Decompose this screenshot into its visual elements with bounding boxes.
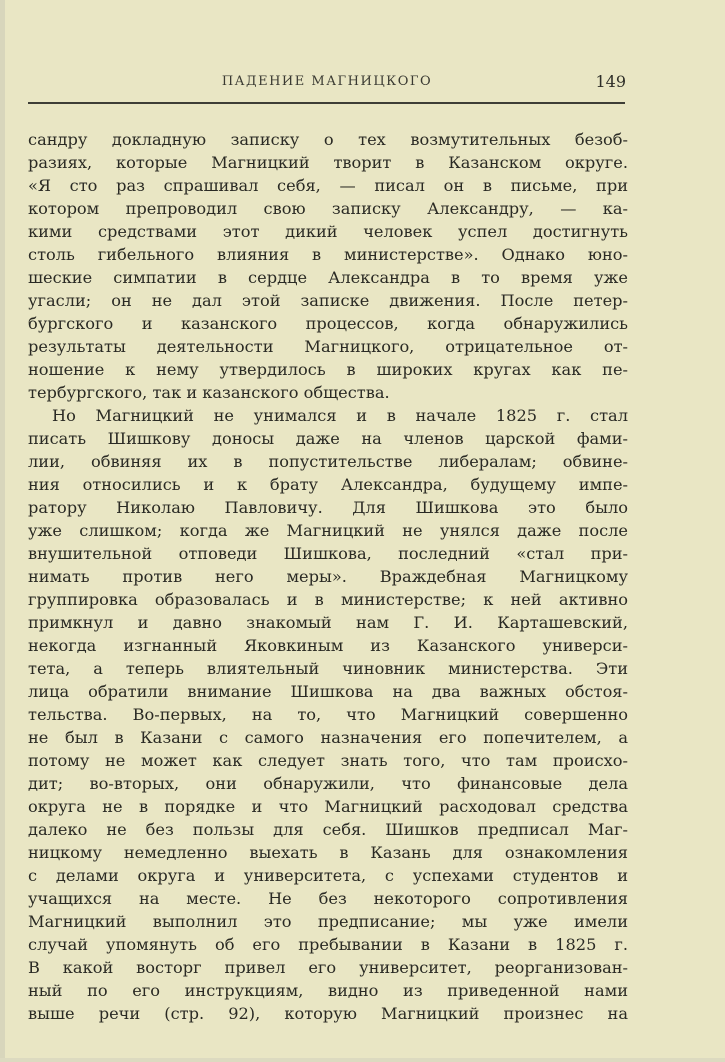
header-rule bbox=[28, 102, 625, 104]
text-line: нимать против него меры». Враждебная Магницкому bbox=[28, 567, 628, 586]
text-line: с делами округа и университета, с успехами студентов и bbox=[28, 866, 628, 885]
text-line: бургского и казанского процессов, когда обнаружились bbox=[28, 314, 628, 333]
text-line: В какой восторг привел его университет, реорганизован- bbox=[28, 958, 628, 977]
page-edge bbox=[0, 0, 5, 1062]
text-line: случай упомянуть об его пребывании в Казани в 1825 г. bbox=[28, 935, 628, 954]
text-line: ния относились и к брату Александра, будущему импе- bbox=[28, 475, 628, 494]
text-line: дит; во-вторых, они обнаружили, что финансовые дела bbox=[28, 774, 628, 793]
text-line: тета, а теперь влиятельный чиновник министерства. Эти bbox=[28, 659, 628, 678]
text-line: разиях, которые Магницкий творит в Казанском округе. bbox=[28, 153, 628, 172]
text-line: котором препроводил свою записку Александру, — ка- bbox=[28, 199, 628, 218]
text-line: ратору Николаю Павловичу. Для Шишкова это было bbox=[28, 498, 628, 517]
text-line: лии, обвиняя их в попустительстве либералам; обвине- bbox=[28, 452, 628, 471]
text-line: выше речи (стр. 92), которую Магницкий произнес на bbox=[28, 1004, 628, 1023]
text-line: внушительной отповеди Шишкова, последний «стал при- bbox=[28, 544, 628, 563]
text-line: примкнул и давно знакомый нам Г. И. Карташевский, bbox=[28, 613, 628, 632]
page-bottom-edge bbox=[0, 1058, 725, 1062]
text-line: ношение к нему утвердилось в широких кругах как пе- bbox=[28, 360, 628, 379]
text-line: потому не может как следует знать того, что там происхо- bbox=[28, 751, 628, 770]
text-line: уже слишком; когда же Магницкий не унялся даже после bbox=[28, 521, 628, 540]
text-line: Магницкий выполнил это предписание; мы уже имели bbox=[28, 912, 628, 931]
text-line: группировка образовалась и в министерстве; к ней активно bbox=[28, 590, 628, 609]
text-line: далеко не без пользы для себя. Шишков предписал Маг- bbox=[28, 820, 628, 839]
page-number: 149 bbox=[595, 72, 626, 91]
page-header bbox=[28, 70, 626, 94]
text-line: «Я сто раз спрашивал себя, — писал он в письме, при bbox=[28, 176, 628, 195]
text-line: тельства. Во-первых, на то, что Магницкий совершенно bbox=[28, 705, 628, 724]
text-line: угасли; он не дал этой записке движения. После петер- bbox=[28, 291, 628, 310]
text-line: результаты деятельности Магницкого, отрицательное от- bbox=[28, 337, 628, 356]
text-line: шеские симпатии в сердце Александра в то время уже bbox=[28, 268, 628, 287]
text-line: ницкому немедленно выехать в Казань для ознакомления bbox=[28, 843, 628, 862]
text-line: сандру докладную записку о тех возмутительных безоб- bbox=[28, 130, 628, 149]
text-line: учащихся на месте. Не без некоторого сопротивления bbox=[28, 889, 628, 908]
body-text bbox=[28, 128, 628, 1025]
text-line: кими средствами этот дикий человек успел достигнуть bbox=[28, 222, 628, 241]
text-line: не был в Казани с самого назначения его попечителем, а bbox=[28, 728, 628, 747]
text-line: ный по его инструкциям, видно из приведенной нами bbox=[28, 981, 628, 1000]
text-line: лица обратили внимание Шишкова на два важных обстоя- bbox=[28, 682, 628, 701]
text-line: округа не в порядке и что Магницкий расходовал средства bbox=[28, 797, 628, 816]
text-line: писать Шишкову доносы даже на членов царской фами- bbox=[28, 429, 628, 448]
text-line: тербургского, так и казанского общества. bbox=[28, 383, 390, 402]
text-line: столь гибельного влияния в министерстве». Однако юно- bbox=[28, 245, 628, 264]
text-line: некогда изгнанный Яковкиным из Казанского универси- bbox=[28, 636, 628, 655]
running-title: ПАДЕНИЕ МАГНИЦКОГО bbox=[221, 74, 433, 89]
paragraph-start-line: Но Магницкий не унимался и в начале 1825 г. стал bbox=[52, 406, 628, 425]
